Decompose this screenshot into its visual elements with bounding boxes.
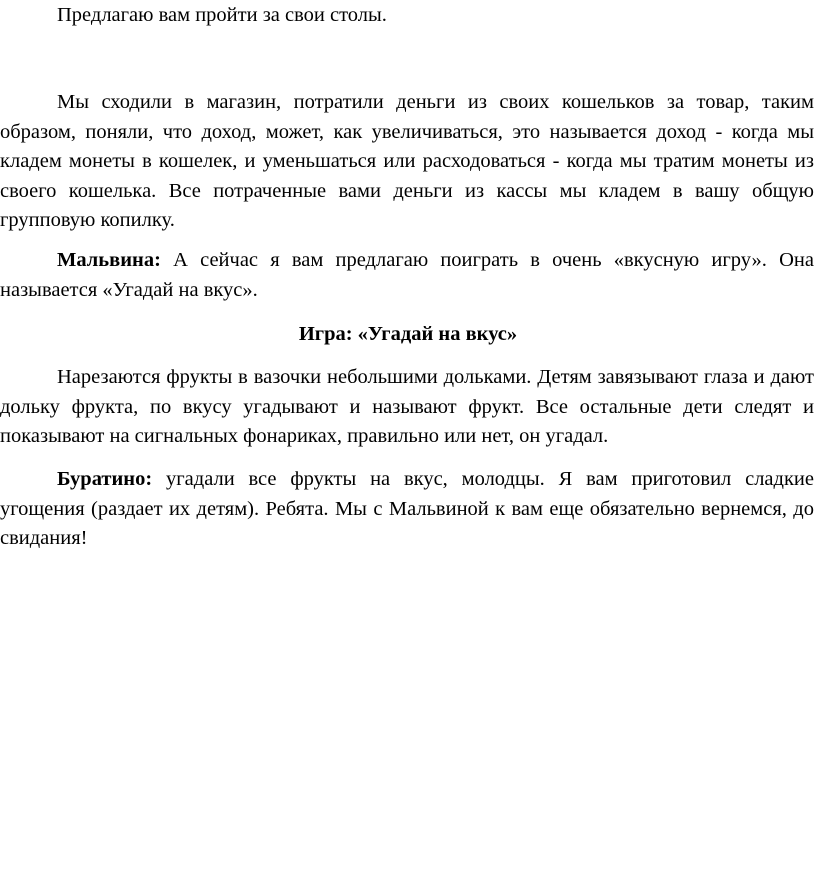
game-heading: Игра: «Угадай на вкус» [298, 323, 518, 345]
speaker-buratino: Буратино: [57, 468, 153, 490]
buratino-text: угадали все фрукты на вкус, молодцы. Я вам приготовил сладкие угощения (раздает их детям). Ребята. Мы с Мальвиной к вам еще обязательно вернемся, до свидания! [0, 468, 814, 550]
malvina-text: А сейчас я вам предлагаю поиграть в очень «вкусную игру». Она называется «Угадай на вкус». [0, 249, 814, 301]
paragraph-buratino [0, 465, 814, 554]
speaker-malvina: Мальвина: [57, 249, 161, 271]
intro-line: Предлагаю вам пройти за свои столы. [57, 4, 387, 26]
paragraph-game-rules: Нарезаются фрукты в вазочки небольшими дольками. Детям завязывают глаза и дают дольку фрукта, по вкусу угадывают и называют фрукт. Все остальные дети следят и показывают на сигнальных фонариках, правильно или нет, он угадал. [0, 366, 814, 448]
paragraph-malvina [0, 246, 814, 305]
paragraph-shop: Мы сходили в магазин, потратили деньги из своих кошельков за товар, таким образом, поняли, что доход, может, как увеличиваться, это называется доход - когда мы кладем монеты в кошелек, и уменьшаться или расходоваться - когда мы тратим монеты из своего кошелька. Все потраченные вами деньги из кассы мы кладем в вашу общую групповую копилку. [0, 91, 814, 232]
